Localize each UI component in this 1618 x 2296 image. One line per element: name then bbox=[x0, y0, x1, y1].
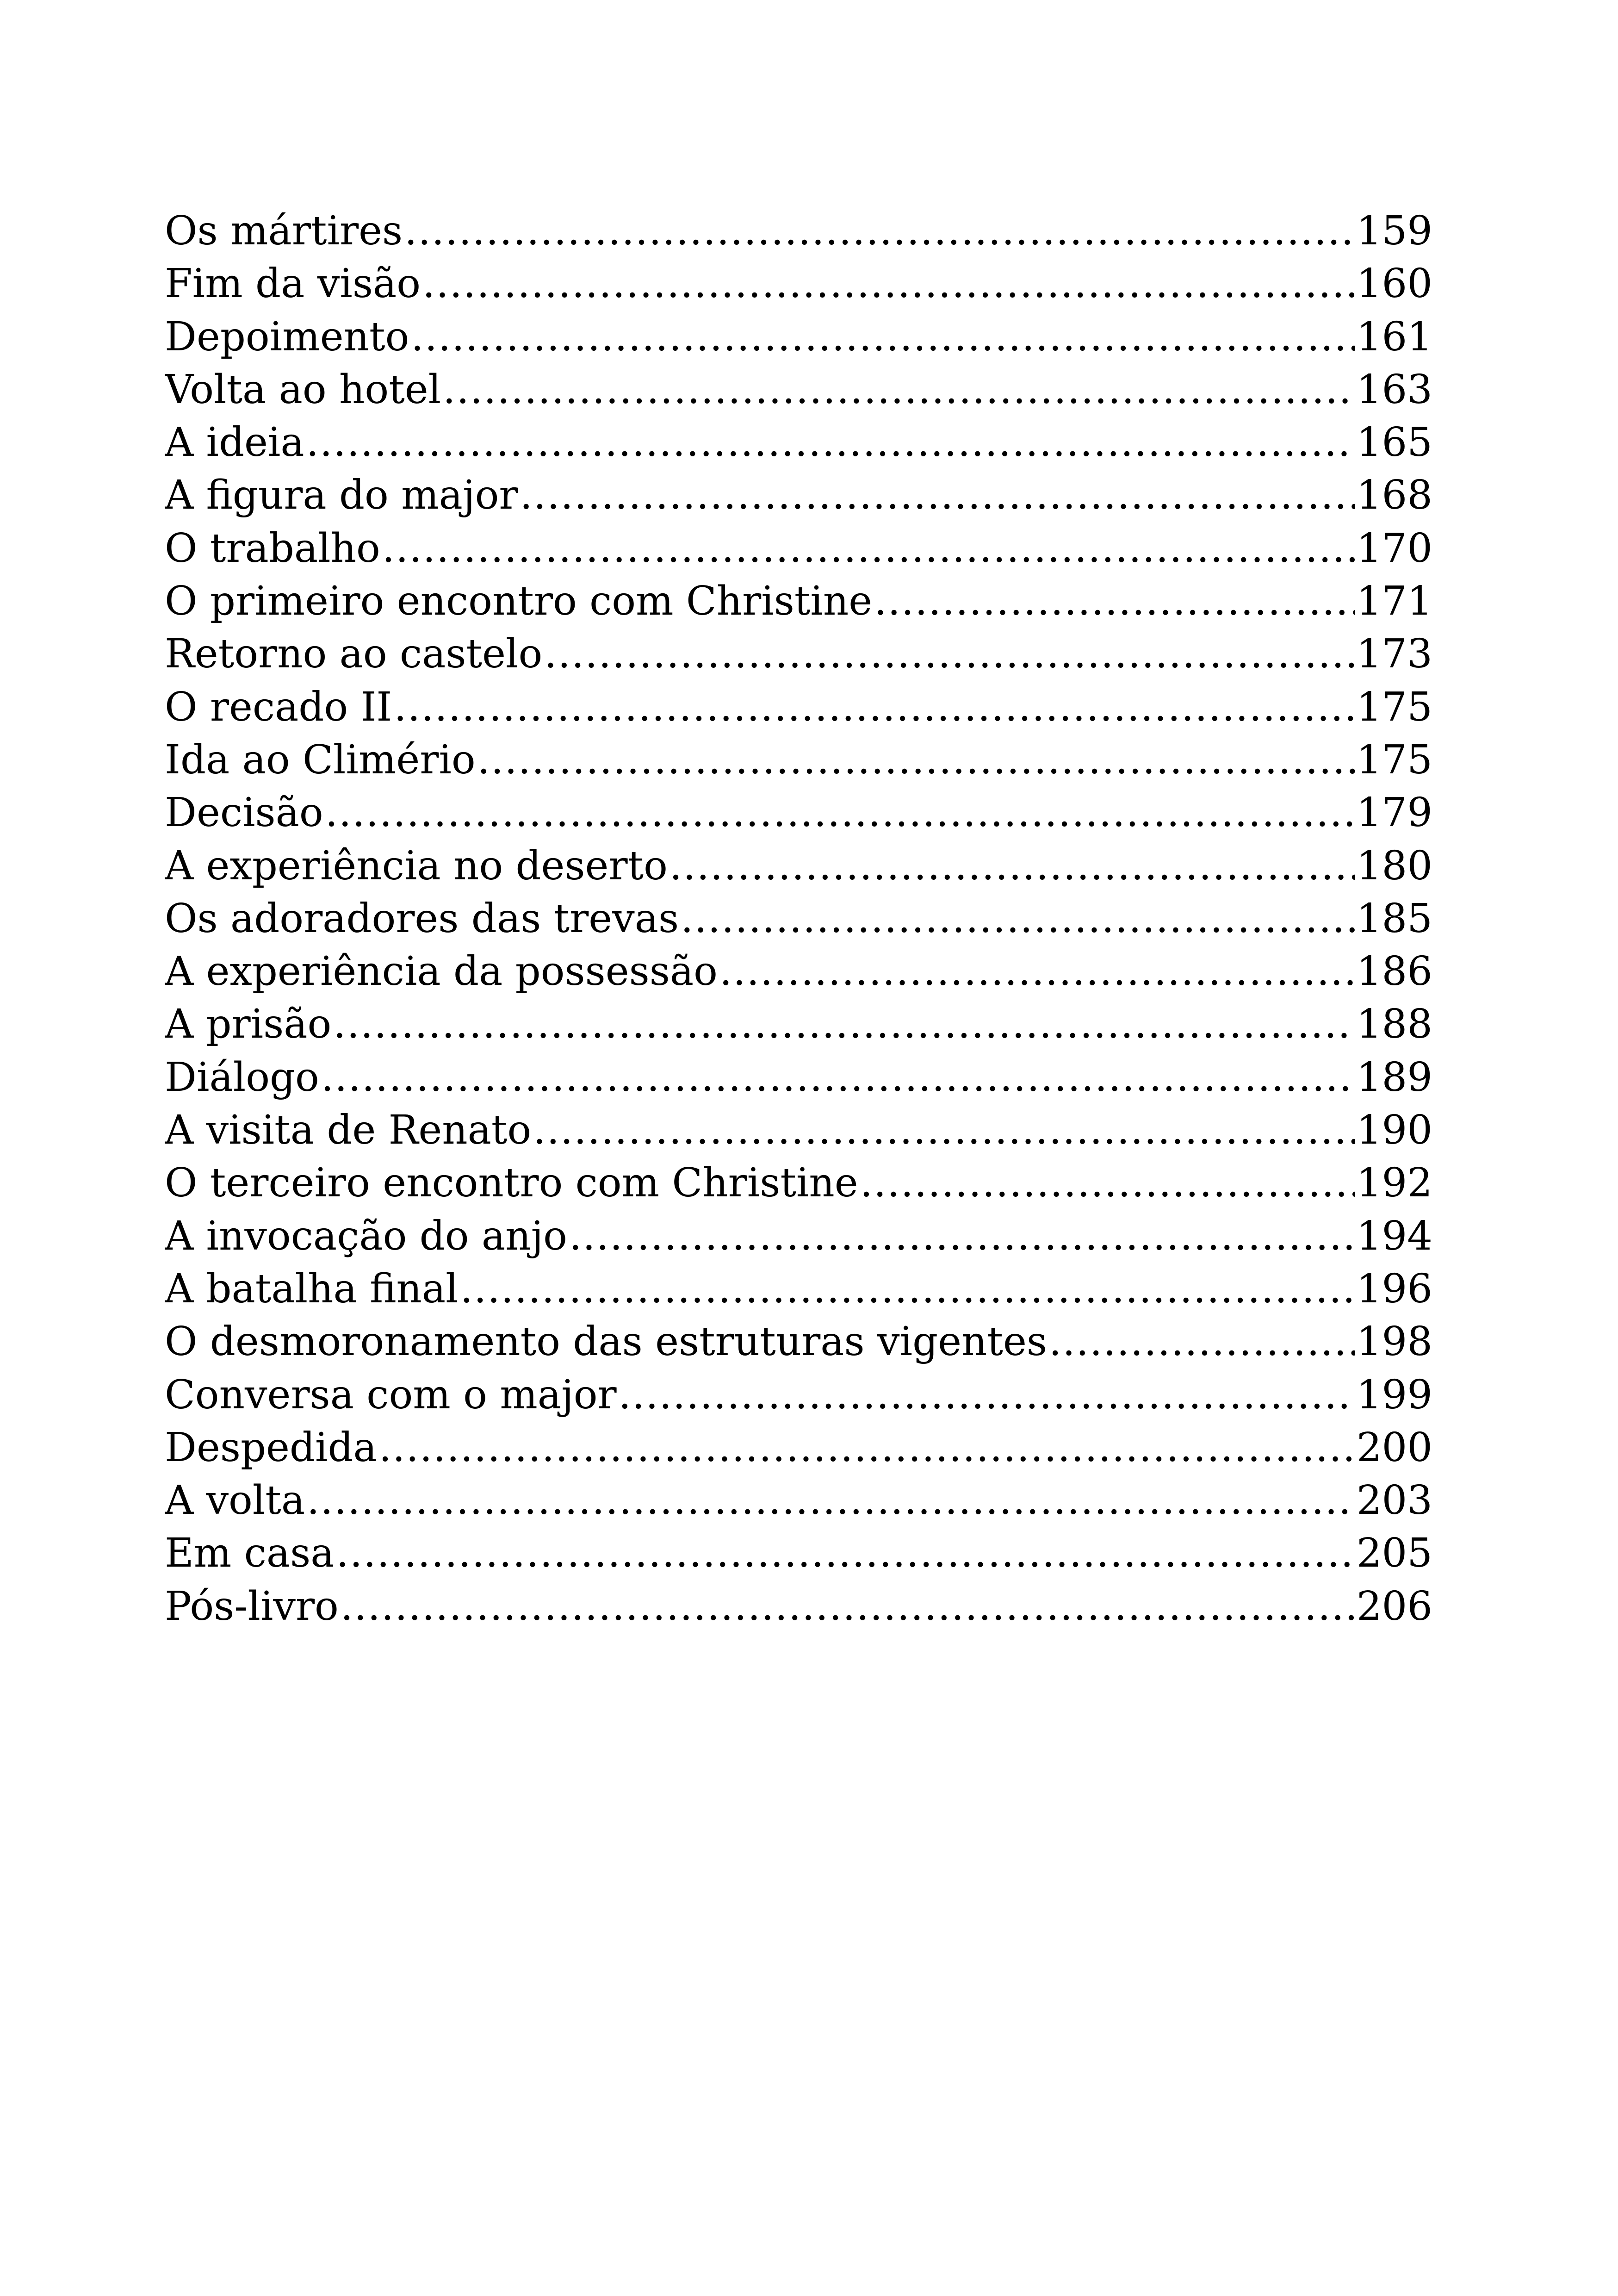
toc-entry[interactable] bbox=[165, 311, 1432, 363]
toc-entry[interactable] bbox=[165, 1474, 1432, 1527]
toc-dot-leader bbox=[520, 469, 1355, 522]
toc-entry-page: 198 bbox=[1356, 1319, 1432, 1365]
toc-entry[interactable] bbox=[165, 416, 1432, 469]
toc-dot-leader bbox=[307, 1474, 1355, 1527]
toc-entry-page: 205 bbox=[1356, 1530, 1432, 1577]
toc-entry-title: Volta ao hotel bbox=[165, 366, 441, 413]
toc-entry-title: A batalha final bbox=[165, 1265, 459, 1312]
toc-entry-page: 171 bbox=[1356, 578, 1432, 625]
toc-entry-page: 159 bbox=[1356, 208, 1432, 254]
toc-dot-leader bbox=[411, 311, 1354, 363]
table-of-contents bbox=[165, 205, 1432, 1633]
toc-dot-leader bbox=[533, 1104, 1355, 1157]
toc-entry[interactable] bbox=[165, 945, 1432, 998]
toc-entry-title: A figura do major bbox=[165, 472, 518, 519]
toc-dot-leader bbox=[341, 1580, 1355, 1633]
toc-dot-leader bbox=[394, 681, 1354, 734]
toc-entry-page: 189 bbox=[1356, 1054, 1432, 1101]
toc-entry-title: Conversa com o major bbox=[165, 1371, 617, 1418]
toc-entry-title: Depoimento bbox=[165, 313, 409, 360]
toc-entry[interactable] bbox=[165, 1580, 1432, 1633]
toc-entry-title: Em casa bbox=[165, 1530, 335, 1577]
toc-entry[interactable] bbox=[165, 1421, 1432, 1474]
toc-entry[interactable] bbox=[165, 998, 1432, 1051]
toc-entry-page: 196 bbox=[1356, 1265, 1432, 1312]
toc-entry-title: A experiência da possessão bbox=[165, 948, 718, 995]
toc-entry[interactable] bbox=[165, 734, 1432, 786]
toc-entry-page: 185 bbox=[1356, 895, 1432, 942]
toc-entry-title: O desmoronamento das estruturas vigentes bbox=[165, 1319, 1047, 1365]
toc-entry-title: Diálogo bbox=[165, 1054, 319, 1101]
toc-entry-page: 194 bbox=[1356, 1213, 1432, 1259]
toc-dot-leader bbox=[681, 892, 1355, 945]
toc-entry-title: O recado II bbox=[165, 684, 392, 730]
toc-dot-leader bbox=[874, 575, 1355, 628]
toc-entry[interactable] bbox=[165, 363, 1432, 416]
toc-entry-page: 163 bbox=[1356, 366, 1432, 413]
toc-entry-page: 175 bbox=[1356, 736, 1432, 783]
toc-entry-page: 190 bbox=[1356, 1107, 1432, 1154]
toc-entry-page: 188 bbox=[1356, 1001, 1432, 1048]
toc-entry-page: 170 bbox=[1356, 525, 1432, 572]
toc-entry-title: Retorno ao castelo bbox=[165, 631, 543, 678]
toc-entry-page: 173 bbox=[1356, 631, 1432, 678]
toc-entry[interactable] bbox=[165, 1527, 1432, 1580]
toc-entry-page: 186 bbox=[1356, 948, 1432, 995]
toc-dot-leader bbox=[569, 1210, 1355, 1263]
toc-entry[interactable] bbox=[165, 1051, 1432, 1104]
toc-entry-page: 199 bbox=[1356, 1371, 1432, 1418]
toc-dot-leader bbox=[422, 257, 1355, 310]
toc-entry-page: 180 bbox=[1356, 842, 1432, 889]
toc-dot-leader bbox=[325, 786, 1355, 839]
toc-dot-leader bbox=[333, 998, 1355, 1051]
toc-entry-page: 160 bbox=[1356, 261, 1432, 307]
toc-entry-page: 192 bbox=[1356, 1160, 1432, 1207]
toc-entry-title: A invocação do anjo bbox=[165, 1213, 567, 1259]
toc-entry-title: O terceiro encontro com Christine bbox=[165, 1160, 858, 1207]
toc-entry-title: O primeiro encontro com Christine bbox=[165, 578, 873, 625]
toc-dot-leader bbox=[544, 628, 1355, 680]
toc-entry-page: 175 bbox=[1356, 684, 1432, 730]
toc-entry-title: Decisão bbox=[165, 790, 323, 836]
toc-entry-page: 168 bbox=[1356, 472, 1432, 519]
toc-dot-leader bbox=[443, 363, 1355, 416]
toc-entry-title: A prisão bbox=[165, 1001, 332, 1048]
toc-entry-title: A ideia bbox=[165, 419, 304, 466]
toc-entry[interactable] bbox=[165, 1263, 1432, 1315]
toc-entry-title: A visita de Renato bbox=[165, 1107, 532, 1154]
toc-dot-leader bbox=[619, 1369, 1355, 1421]
toc-entry[interactable] bbox=[165, 681, 1432, 734]
toc-entry[interactable] bbox=[165, 1369, 1432, 1421]
toc-entry-title: A experiência no deserto bbox=[165, 842, 668, 889]
toc-dot-leader bbox=[477, 734, 1355, 786]
toc-entry[interactable] bbox=[165, 840, 1432, 892]
toc-dot-leader bbox=[719, 945, 1355, 998]
toc-entry[interactable] bbox=[165, 257, 1432, 310]
toc-entry[interactable] bbox=[165, 786, 1432, 839]
toc-entry-title: Os adoradores das trevas bbox=[165, 895, 679, 942]
toc-dot-leader bbox=[306, 416, 1355, 469]
toc-entry[interactable] bbox=[165, 1157, 1432, 1209]
toc-dot-leader bbox=[379, 1421, 1355, 1474]
toc-dot-leader bbox=[670, 840, 1355, 892]
toc-entry[interactable] bbox=[165, 575, 1432, 628]
toc-entry-page: 165 bbox=[1356, 419, 1432, 466]
toc-entry-title: Fim da visão bbox=[165, 261, 421, 307]
toc-entry[interactable] bbox=[165, 892, 1432, 945]
toc-entry[interactable] bbox=[165, 1315, 1432, 1368]
toc-entry-page: 203 bbox=[1356, 1477, 1432, 1524]
toc-entry-page: 179 bbox=[1356, 790, 1432, 836]
toc-dot-leader bbox=[460, 1263, 1355, 1315]
toc-entry-page: 161 bbox=[1356, 313, 1432, 360]
toc-entry[interactable] bbox=[165, 205, 1432, 257]
toc-dot-leader bbox=[404, 205, 1355, 257]
toc-entry-title: O trabalho bbox=[165, 525, 380, 572]
toc-dot-leader bbox=[1049, 1315, 1355, 1368]
toc-entry[interactable] bbox=[165, 1104, 1432, 1157]
toc-dot-leader bbox=[860, 1157, 1355, 1209]
toc-entry-title: Pós-livro bbox=[165, 1583, 339, 1630]
toc-entry[interactable] bbox=[165, 522, 1432, 575]
toc-entry[interactable] bbox=[165, 1210, 1432, 1263]
toc-entry-page: 200 bbox=[1356, 1424, 1432, 1471]
toc-entry-title: A volta bbox=[165, 1477, 305, 1524]
toc-dot-leader bbox=[321, 1051, 1355, 1104]
toc-entry-title: Os mártires bbox=[165, 208, 403, 254]
toc-entry-page: 206 bbox=[1356, 1583, 1432, 1630]
toc-entry-title: Ida ao Climério bbox=[165, 736, 476, 783]
toc-entry[interactable] bbox=[165, 469, 1432, 522]
toc-entry-title: Despedida bbox=[165, 1424, 377, 1471]
toc-entry[interactable] bbox=[165, 628, 1432, 680]
toc-dot-leader bbox=[382, 522, 1355, 575]
toc-dot-leader bbox=[336, 1527, 1355, 1580]
